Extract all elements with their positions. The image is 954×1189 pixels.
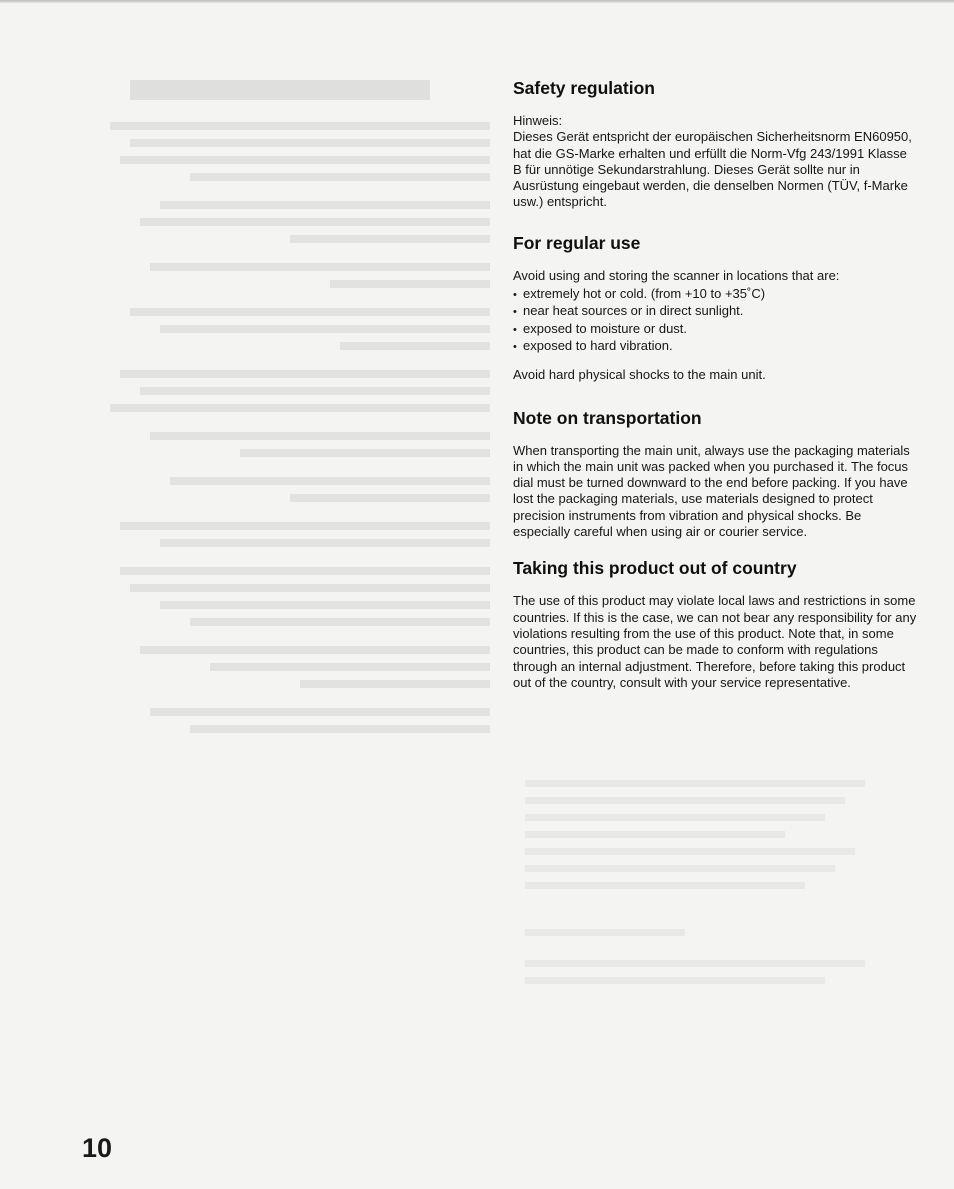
show-through-background (70, 70, 490, 770)
section-heading: Note on transportation (513, 407, 702, 428)
list-item-text: exposed to hard vibration. (523, 337, 673, 353)
text-column (513, 78, 918, 691)
bullet-icon: • (513, 340, 517, 353)
section-out-of-country (513, 558, 918, 691)
list-item-text: extremely hot or cold. (from +10 to +35˚C) (523, 286, 766, 302)
conditions-list (513, 286, 918, 355)
regular-use-note: Avoid hard physical shocks to the main unit. (513, 367, 766, 383)
list-item-text: exposed to moisture or dust. (523, 320, 688, 336)
list-item (513, 286, 918, 303)
out-of-country-text: The use of this product may violate local laws and restrictions in some countries. If this is the case, we can not bear any responsibility for any violations resulting from the use of this product. Note that, in some countries, this product can be made to conform with regulations through an internal adjustment. Therefore, before taking this product out of the country, consult with your service representative. (513, 593, 917, 690)
section-heading: Taking this product out of country (513, 558, 797, 579)
page-number: 10 (82, 1133, 113, 1163)
show-through-background-lower (525, 770, 885, 1070)
bullet-icon: • (513, 323, 517, 336)
hinweis-label: Hinweis: (513, 113, 563, 128)
list-item (513, 338, 918, 355)
transportation-text: When transporting the main unit, always use the packaging materials in which the main unit was packed when you purchased it. The focus dial must be turned downward to the end before packing. If you have lost the packaging materials, use materials designed to protect precision instruments from vibration and physical shocks. Be especially careful when using air or courier service. (513, 442, 910, 540)
section-regular-use (513, 233, 918, 384)
list-item (513, 321, 918, 338)
top-edge-rule (0, 0, 954, 3)
bullet-icon: • (513, 289, 517, 302)
section-heading: Safety regulation (513, 78, 655, 98)
section-transportation (513, 408, 918, 541)
section-safety-regulation (513, 78, 918, 211)
safety-text: Dieses Gerät entspricht der europäischen Sicherheitsnorm EN60950, hat die GS-Marke erhalten und erfüllt die Norm-Vfg 243/1991 Klasse B für unnötige Sekundarstrahlung. Dieses Gerät sollte nur in Ausrüstung eingebaut werden, die denselben Normen (TÜV, f-Marke usw.) entspricht. (513, 129, 912, 210)
regular-use-intro: Avoid using and storing the scanner in locations that are: (513, 267, 840, 283)
section-heading: For regular use (513, 232, 641, 253)
bullet-icon: • (513, 306, 517, 319)
list-item (513, 303, 918, 320)
list-item-text: near heat sources or in direct sunlight. (523, 303, 744, 319)
